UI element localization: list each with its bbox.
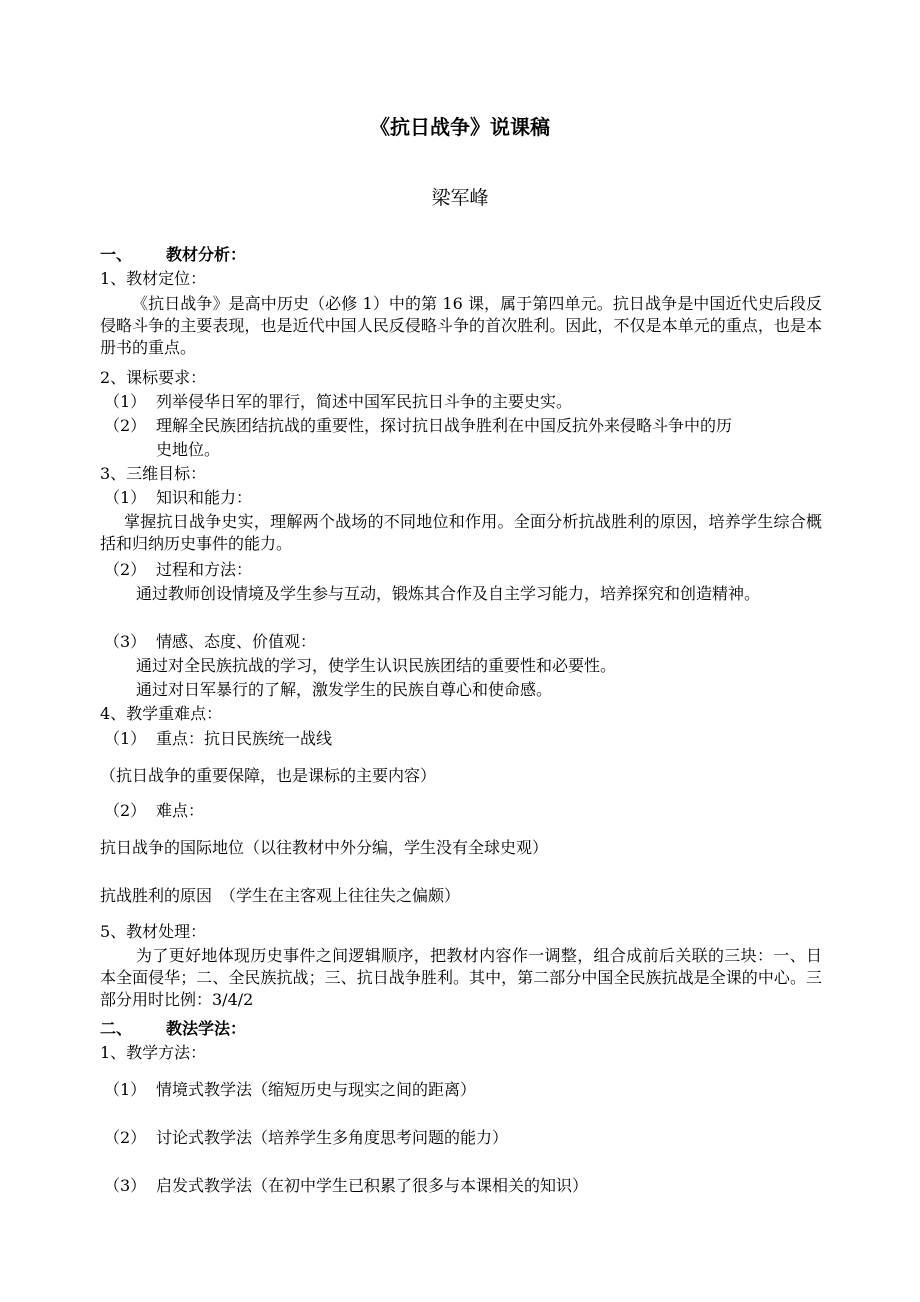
list-item: （1） 列举侵华日军的罪行，简述中国军民抗日斗争的主要史实。 — [104, 392, 573, 411]
subsection-1-2-heading: 2、课标要求： — [100, 368, 207, 387]
goal-heading: （1） 知识和能力： — [104, 488, 253, 507]
author-name: 梁军峰 — [431, 187, 489, 209]
goal-heading: （2） 过程和方法： — [104, 560, 253, 579]
goal-paragraph: 通过对全民族抗战的学习，使学生认识民族团结的重要性和必要性。 — [136, 656, 617, 675]
subsection-1-4-heading: 4、教学重难点： — [100, 704, 223, 723]
goal-paragraph: 通过对日军暴行的了解，激发学生的民族自尊心和使命感。 — [136, 680, 553, 699]
key-point-note: （抗日战争的重要保障，也是课标的主要内容） — [100, 766, 437, 785]
list-item: （1） 重点：抗日民族统一战线 — [104, 729, 333, 748]
goal-paragraph: 掌握抗日战争史实，理解两个战场的不同地位和作用。全面分析抗战胜利的原因，培养学生综合概括和归纳历史事件的能力。 — [100, 512, 822, 553]
subsection-1-5-heading: 5、教材处理： — [100, 922, 207, 941]
list-item: （2） 难点： — [104, 801, 205, 820]
textbook-position-paragraph: 《抗日战争》是高中历史（必修 1）中的第 16 课，属于第四单元。抗日战争是中国近代史后段反侵略斗争的主要表现，也是近代中国人民反侵略斗争的首次胜利。因此，不仅是本单元的重点，也是本册书的重点。 — [100, 294, 822, 357]
section-2-heading: 二、 教法学法： — [100, 1019, 247, 1038]
goal-heading: （3） 情感、态度、价值观： — [104, 632, 317, 651]
difficulty-item: 抗日战争的国际地位（以往教材中外分编，学生没有全球史观） — [100, 838, 549, 857]
subsection-2-1-heading: 1、教学方法： — [100, 1043, 207, 1062]
method-item: （1） 情境式教学法（缩短历史与现实之间的距离） — [104, 1080, 477, 1099]
subsection-1-1-heading: 1、教材定位： — [100, 269, 207, 288]
method-item: （2） 讨论式教学法（培养学生多角度思考问题的能力） — [104, 1128, 509, 1147]
method-item: （3） 启发式教学法（在初中学生已积累了很多与本课相关的知识） — [104, 1176, 589, 1195]
document-title: 《抗日战争》说课稿 — [370, 115, 550, 139]
subsection-1-3-heading: 3、三维目标： — [100, 464, 207, 483]
list-item-continuation: 史地位。 — [156, 440, 221, 459]
section-1-heading: 一、 教材分析： — [100, 245, 247, 264]
textbook-processing-paragraph: 为了更好地体现历史事件之间逻辑顺序，把教材内容作一调整，组合成前后关联的三块：一、日本全面侵华；二、全民族抗战；三、抗日战争胜利。其中，第二部分中国全民族抗战是全课的中心。三部分用时比例：3/4/2 — [100, 946, 822, 1009]
list-item: （2） 理解全民族团结抗战的重要性，探讨抗日战争胜利在中国反抗外来侵略斗争中的历 — [104, 416, 733, 435]
difficulty-item: 抗战胜利的原因 （学生在主客观上往往失之偏颇） — [100, 886, 461, 905]
goal-paragraph: 通过教师创设情境及学生参与互动，锻炼其合作及自主学习能力，培养探究和创造精神。 — [136, 584, 761, 603]
